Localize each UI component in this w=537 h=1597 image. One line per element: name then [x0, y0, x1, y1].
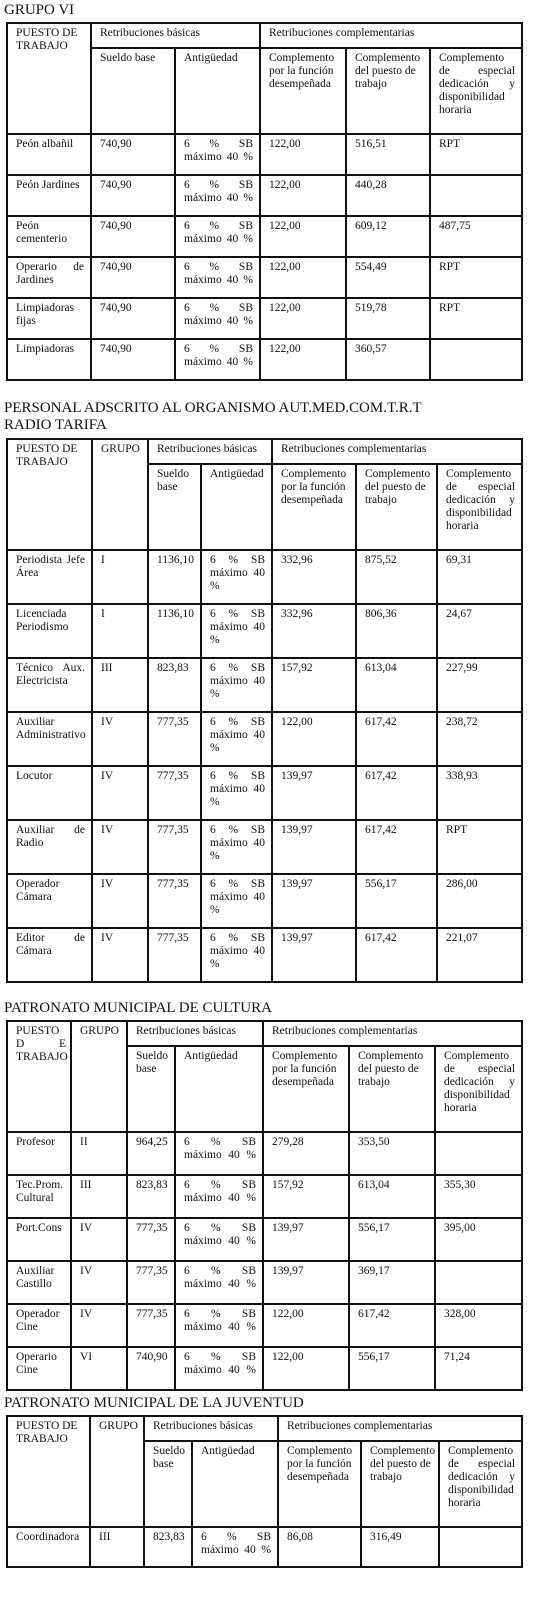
cell-ant: 6 % SB máximo 40 %	[201, 658, 272, 712]
cell-puesto: Peón albañil	[7, 134, 91, 175]
cell-especial: RPT	[437, 820, 522, 874]
cell-ant: 6 % SB máximo 40 %	[175, 134, 260, 175]
cell-funcion: 122,00	[263, 1347, 349, 1390]
header-sueldo: Sueldo base	[91, 48, 175, 134]
header-puesto: PUESTO DE TRABAJO	[7, 23, 91, 134]
cell-ant: 6 % SB máximo 40 %	[201, 928, 272, 982]
cell-funcion: 122,00	[260, 298, 346, 339]
cell-funcion: 279,28	[263, 1132, 349, 1175]
header-grupo: GRUPO	[90, 1416, 144, 1527]
cell-puesto: Locutor	[7, 766, 92, 820]
table-row	[7, 1304, 522, 1347]
cell-especial: 221,07	[437, 928, 522, 982]
cell-sueldo: 740,90	[91, 134, 175, 175]
cell-ant: 6 % SB máximo 40 %	[175, 175, 260, 216]
puesto-word-1: PUESTO	[16, 1025, 60, 1037]
cell-grupo: III	[92, 658, 148, 712]
cell-especial: 328,00	[435, 1304, 522, 1347]
table-row	[7, 766, 522, 820]
table-body	[7, 1527, 522, 1567]
cell-sueldo: 777,35	[148, 820, 201, 874]
cell-sueldo: 740,90	[91, 257, 175, 298]
table-row	[7, 339, 522, 380]
cell-especial	[439, 1527, 522, 1567]
cell-funcion: 332,96	[272, 550, 356, 604]
cell-puesto-c: 617,42	[356, 712, 437, 766]
cell-puesto-c: 360,57	[346, 339, 430, 380]
table-row	[7, 1175, 522, 1218]
header-especial: Complemento de especial dedicación y disponibilidad horaria	[437, 464, 522, 550]
section-title: PATRONATO MUNICIPAL DE CULTURA	[4, 1000, 272, 1016]
cell-sueldo: 1136,10	[148, 550, 201, 604]
cell-puesto-c: 556,17	[356, 874, 437, 928]
cell-grupo: IV	[71, 1261, 127, 1304]
cell-ant: 6 % SB máximo 40 %	[175, 1347, 263, 1390]
header-complementarias: Retribuciones complementarias	[260, 23, 522, 48]
cell-ant: 6 % SB máximo 40 %	[201, 820, 272, 874]
cell-sueldo: 777,35	[127, 1261, 175, 1304]
cell-sueldo: 823,83	[144, 1527, 192, 1567]
cell-grupo: IV	[71, 1304, 127, 1347]
header-puesto: PUESTO DE TRABAJO	[7, 439, 92, 550]
cell-funcion: 139,97	[272, 928, 356, 982]
cell-puesto-c: 316,49	[361, 1527, 439, 1567]
cell-puesto: Limpiadoras	[7, 339, 91, 380]
cell-puesto-c: 617,42	[356, 820, 437, 874]
table-row	[7, 820, 522, 874]
cell-puesto: Técnico Aux. Electricista	[7, 658, 92, 712]
cell-especial	[435, 1261, 522, 1304]
header-antiguedad: Antigüedad	[192, 1441, 278, 1527]
table-row	[7, 550, 522, 604]
header-sueldo: Sueldo base	[127, 1046, 175, 1132]
table-row	[7, 1218, 522, 1261]
cell-grupo: IV	[92, 712, 148, 766]
cell-especial: 238,72	[437, 712, 522, 766]
header-grupo: GRUPO	[71, 1021, 127, 1132]
cell-ant: 6 % SB máximo 40 %	[175, 1218, 263, 1261]
header-puesto-comp: Complemento del puesto de trabajo	[346, 48, 430, 134]
cell-ant: 6 % SB máximo 40 %	[201, 766, 272, 820]
cell-funcion: 139,97	[272, 766, 356, 820]
table-row	[7, 134, 522, 175]
cell-ant: 6 % SB máximo 40 %	[201, 712, 272, 766]
table-row	[7, 1261, 522, 1304]
table-cultura	[6, 1020, 523, 1391]
cell-sueldo: 964,25	[127, 1132, 175, 1175]
cell-puesto: Auxiliar de Radio	[7, 820, 92, 874]
cell-especial	[430, 339, 522, 380]
cell-puesto-c: 617,42	[356, 766, 437, 820]
cell-funcion: 157,92	[263, 1175, 349, 1218]
cell-grupo: IV	[92, 874, 148, 928]
cell-sueldo: 777,35	[148, 874, 201, 928]
cell-puesto: Operario Cine	[7, 1347, 71, 1390]
table-body	[7, 550, 522, 982]
cell-puesto-c: 556,17	[349, 1347, 435, 1390]
cell-funcion: 157,92	[272, 658, 356, 712]
cell-funcion: 139,97	[263, 1261, 349, 1304]
cell-especial: 487,75	[430, 216, 522, 257]
table-row	[7, 928, 522, 982]
section-cultura	[0, 1000, 537, 1017]
header-basicas: Retribuciones básicas	[127, 1021, 263, 1046]
cell-grupo: II	[71, 1132, 127, 1175]
cell-funcion: 122,00	[260, 339, 346, 380]
cell-sueldo: 777,35	[148, 766, 201, 820]
cell-funcion: 86,08	[278, 1527, 361, 1567]
table-row	[7, 874, 522, 928]
cell-ant: 6 % SB máximo 40 %	[201, 604, 272, 658]
cell-puesto: Operador Cámara	[7, 874, 92, 928]
cell-grupo: VI	[71, 1347, 127, 1390]
cell-especial: 355,30	[435, 1175, 522, 1218]
cell-especial: 24,67	[437, 604, 522, 658]
cell-puesto: Auxiliar Administrativo	[7, 712, 92, 766]
cell-sueldo: 1136,10	[148, 604, 201, 658]
cell-puesto: Licenciada Periodismo	[7, 604, 92, 658]
header-basicas: Retribuciones básicas	[144, 1416, 278, 1441]
cell-grupo: IV	[92, 928, 148, 982]
cell-sueldo: 740,90	[91, 298, 175, 339]
header-puesto-comp: Complemento del puesto de trabajo	[349, 1046, 435, 1132]
cell-funcion: 332,96	[272, 604, 356, 658]
puesto-letter-d: D	[16, 1038, 25, 1050]
cell-sueldo: 740,90	[127, 1347, 175, 1390]
cell-especial: 227,99	[437, 658, 522, 712]
header-funcion: Complemento por la función desempeñada	[263, 1046, 349, 1132]
cell-puesto-c: 369,17	[349, 1261, 435, 1304]
section-radio-tarifa	[0, 400, 537, 434]
header-sueldo: Sueldo base	[144, 1441, 192, 1527]
cell-ant: 6 % SB máximo 40 %	[175, 257, 260, 298]
cell-puesto-c: 806,36	[356, 604, 437, 658]
header-basicas: Retribuciones básicas	[91, 23, 260, 48]
cell-especial: RPT	[430, 298, 522, 339]
cell-ant: 6 % SB máximo 40 %	[201, 874, 272, 928]
cell-sueldo: 740,90	[91, 175, 175, 216]
cell-puesto: Editor de Cámara	[7, 928, 92, 982]
cell-funcion: 139,97	[272, 820, 356, 874]
cell-funcion: 122,00	[260, 175, 346, 216]
puesto-letter-e: E	[58, 1038, 66, 1050]
cell-grupo: IV	[92, 820, 148, 874]
cell-puesto-c: 516,51	[346, 134, 430, 175]
cell-funcion: 122,00	[263, 1304, 349, 1347]
header-funcion: Complemento por la función desempeñada	[260, 48, 346, 134]
header-puesto-comp: Complemento del puesto de trabajo	[361, 1441, 439, 1527]
table-row	[7, 658, 522, 712]
cell-puesto-c: 617,42	[349, 1304, 435, 1347]
cell-puesto: Tec.Prom. Cultural	[7, 1175, 71, 1218]
cell-sueldo: 740,90	[91, 339, 175, 380]
cell-especial	[430, 175, 522, 216]
puesto-word-2	[16, 1038, 66, 1051]
cell-puesto: Peón Jardines	[7, 175, 91, 216]
cell-funcion: 122,00	[260, 257, 346, 298]
cell-puesto: Operador Cine	[7, 1304, 71, 1347]
cell-puesto: Peón cementerio	[7, 216, 91, 257]
header-antiguedad: Antigüedad	[175, 1046, 263, 1132]
cell-sueldo: 777,35	[127, 1304, 175, 1347]
puesto-word-3: TRABAJO	[16, 1051, 68, 1063]
cell-ant: 6 % SB máximo 40 %	[175, 1304, 263, 1347]
table-body	[7, 1132, 522, 1390]
cell-ant: 6 % SB máximo 40 %	[175, 1175, 263, 1218]
cell-puesto-c: 613,04	[356, 658, 437, 712]
cell-funcion: 139,97	[272, 874, 356, 928]
header-especial: Complemento de especial dedicación y disponibilidad horaria	[439, 1441, 522, 1527]
table-row	[7, 1347, 522, 1390]
cell-puesto-c: 353,50	[349, 1132, 435, 1175]
cell-especial: RPT	[430, 257, 522, 298]
cell-grupo: IV	[71, 1218, 127, 1261]
section-title: PERSONAL ADSCRITO AL ORGANISMO AUT.MED.COM.T.R.T RADIO TARIFA	[4, 400, 422, 433]
header-antiguedad: Antigüedad	[201, 464, 272, 550]
cell-funcion: 122,00	[272, 712, 356, 766]
cell-especial	[435, 1132, 522, 1175]
header-grupo: GRUPO	[92, 439, 148, 550]
cell-especial: 395,00	[435, 1218, 522, 1261]
cell-ant: 6 % SB máximo 40 %	[192, 1527, 278, 1567]
section-juventud	[0, 1395, 537, 1412]
table-row	[7, 257, 522, 298]
cell-grupo: III	[90, 1527, 144, 1567]
section-grupo-vi	[0, 2, 537, 19]
header-complementarias: Retribuciones complementarias	[278, 1416, 522, 1441]
cell-ant: 6 % SB máximo 40 %	[175, 216, 260, 257]
header-especial: Complemento de especial dedicación y disponibilidad horaria	[435, 1046, 522, 1132]
section-title: GRUPO VI	[4, 2, 75, 18]
cell-especial: 286,00	[437, 874, 522, 928]
header-especial: Complemento de especial dedicación y disponibilidad horaria	[430, 48, 522, 134]
cell-grupo: IV	[92, 766, 148, 820]
cell-puesto-c: 617,42	[356, 928, 437, 982]
cell-sueldo: 777,35	[148, 928, 201, 982]
table-row	[7, 604, 522, 658]
cell-sueldo: 823,83	[127, 1175, 175, 1218]
table-radio-tarifa	[6, 438, 523, 983]
cell-grupo: III	[71, 1175, 127, 1218]
header-funcion: Complemento por la función desempeñada	[272, 464, 356, 550]
cell-puesto: Port.Cons	[7, 1218, 71, 1261]
cell-grupo: I	[92, 550, 148, 604]
cell-puesto-c: 609,12	[346, 216, 430, 257]
section-title: PATRONATO MUNICIPAL DE LA JUVENTUD	[4, 1395, 304, 1411]
cell-sueldo: 777,35	[148, 712, 201, 766]
cell-sueldo: 823,83	[148, 658, 201, 712]
cell-sueldo: 740,90	[91, 216, 175, 257]
table-grupo-vi	[6, 22, 523, 381]
cell-puesto-c: 554,49	[346, 257, 430, 298]
cell-puesto-c: 519,78	[346, 298, 430, 339]
cell-ant: 6 % SB máximo 40 %	[175, 1132, 263, 1175]
table-row	[7, 1132, 522, 1175]
table-juventud	[6, 1415, 523, 1568]
cell-sueldo: 777,35	[127, 1218, 175, 1261]
header-puesto-comp: Complemento del puesto de trabajo	[356, 464, 437, 550]
header-complementarias: Retribuciones complementarias	[263, 1021, 522, 1046]
cell-ant: 6 % SB máximo 40 %	[175, 298, 260, 339]
table-row	[7, 216, 522, 257]
header-puesto: PUESTO DE TRABAJO	[7, 1416, 90, 1527]
cell-ant: 6 % SB máximo 40 %	[201, 550, 272, 604]
cell-puesto-c: 875,52	[356, 550, 437, 604]
cell-grupo: I	[92, 604, 148, 658]
cell-funcion: 139,97	[263, 1218, 349, 1261]
cell-especial: 71,24	[435, 1347, 522, 1390]
cell-puesto: Auxiliar Castillo	[7, 1261, 71, 1304]
header-antiguedad: Antigüedad	[175, 48, 260, 134]
header-complementarias: Retribuciones complementarias	[272, 439, 522, 464]
table-row	[7, 298, 522, 339]
table-row	[7, 175, 522, 216]
table-row	[7, 712, 522, 766]
header-sueldo: Sueldo base	[148, 464, 201, 550]
cell-puesto: Limpiadoras fijas	[7, 298, 91, 339]
header-basicas: Retribuciones básicas	[148, 439, 272, 464]
cell-puesto: Coordinadora	[7, 1527, 90, 1567]
cell-puesto-c: 440,28	[346, 175, 430, 216]
header-puesto-split	[7, 1021, 71, 1132]
cell-especial: RPT	[430, 134, 522, 175]
cell-especial: 69,31	[437, 550, 522, 604]
cell-funcion: 122,00	[260, 134, 346, 175]
cell-ant: 6 % SB máximo 40 %	[175, 339, 260, 380]
table-row	[7, 1527, 522, 1567]
cell-puesto: Operario de Jardines	[7, 257, 91, 298]
table-body	[7, 134, 522, 380]
cell-especial: 338,93	[437, 766, 522, 820]
cell-funcion: 122,00	[260, 216, 346, 257]
cell-ant: 6 % SB máximo 40 %	[175, 1261, 263, 1304]
cell-puesto: Profesor	[7, 1132, 71, 1175]
cell-puesto: Periodista Jefe Área	[7, 550, 92, 604]
header-funcion: Complemento por la función desempeñada	[278, 1441, 361, 1527]
cell-puesto-c: 556,17	[349, 1218, 435, 1261]
cell-puesto-c: 613,04	[349, 1175, 435, 1218]
